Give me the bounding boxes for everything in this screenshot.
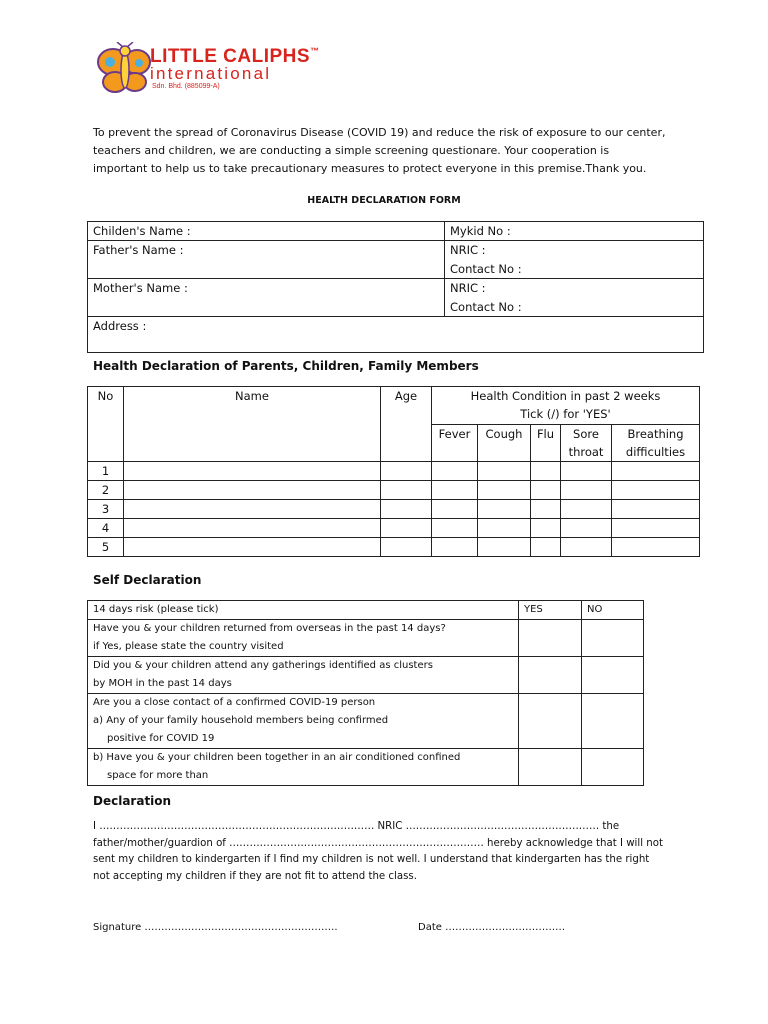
breathing-cell[interactable]	[612, 500, 700, 519]
declaration-text	[93, 819, 673, 885]
address-field[interactable]: Address :	[88, 317, 704, 353]
name-cell[interactable]	[124, 481, 381, 500]
intro-paragraph	[93, 124, 693, 178]
name-cell[interactable]	[124, 538, 381, 557]
no-cell[interactable]	[582, 749, 644, 786]
fever-cell[interactable]	[432, 538, 478, 557]
question-row	[88, 657, 644, 694]
child-name-field[interactable]: Childen's Name :	[88, 222, 445, 241]
sore-throat-cell[interactable]	[561, 519, 612, 538]
flu-cell[interactable]	[531, 481, 561, 500]
personal-details-table	[87, 221, 704, 353]
no-cell[interactable]	[582, 657, 644, 694]
logo-subtitle: international	[150, 64, 272, 83]
fever-cell[interactable]	[432, 519, 478, 538]
declaration-line: sent my children to kindergarten if I find my children is not well. I understand that kindergarten has the right	[93, 854, 650, 865]
declaration-line: I ……………………………………………………………………… NRIC ………………………………………………… the	[93, 821, 620, 832]
father-nric-field[interactable]: NRIC :	[450, 243, 486, 257]
question-text: Have you & your children returned from overseas in the past 14 days? if Yes, please state the country visited	[88, 620, 519, 657]
yes-cell[interactable]	[519, 694, 582, 749]
yes-cell[interactable]	[519, 620, 582, 657]
mother-contact-field[interactable]: Contact No :	[450, 299, 522, 314]
no-cell[interactable]	[582, 694, 644, 749]
table-row	[88, 481, 700, 500]
cough-cell[interactable]	[478, 462, 531, 481]
age-cell[interactable]	[381, 481, 432, 500]
cough-cell[interactable]	[478, 519, 531, 538]
col-name-header: Name	[124, 387, 381, 462]
col-sore-throat-header: Sore throat	[561, 424, 612, 462]
fever-cell[interactable]	[432, 500, 478, 519]
logo-registration: Sdn. Bhd. (885099-A)	[152, 83, 220, 90]
question-row	[88, 694, 644, 749]
sore-throat-cell[interactable]	[561, 462, 612, 481]
col-risk-header: 14 days risk (please tick)	[88, 601, 519, 620]
mykid-field[interactable]: Mykid No :	[445, 222, 704, 241]
name-cell[interactable]	[124, 519, 381, 538]
fever-cell[interactable]	[432, 481, 478, 500]
question-row	[88, 620, 644, 657]
col-yes-header: YES	[519, 601, 582, 620]
question-text: b) Have you & your children been together in an air conditioned confined space for more than	[88, 749, 519, 786]
flu-cell[interactable]	[531, 500, 561, 519]
date-field[interactable]: Date ………………………………	[418, 922, 566, 933]
flu-cell[interactable]	[531, 538, 561, 557]
fever-cell[interactable]	[432, 462, 478, 481]
table-row	[88, 538, 700, 557]
breathing-cell[interactable]	[612, 538, 700, 557]
name-cell[interactable]	[124, 500, 381, 519]
health-condition-header	[432, 387, 700, 425]
logo-trademark: ™	[310, 46, 320, 56]
butterfly-logo-icon	[95, 42, 155, 96]
col-flu-header: Flu	[531, 424, 561, 462]
col-no-header: No	[88, 387, 124, 462]
breathing-cell[interactable]	[612, 462, 700, 481]
breathing-cell[interactable]	[612, 481, 700, 500]
cough-cell[interactable]	[478, 481, 531, 500]
logo-title: LITTLE CALIPHS™	[150, 46, 320, 67]
row-number: 3	[88, 500, 124, 519]
table-row	[88, 462, 700, 481]
condition-line: Tick (/) for 'YES'	[520, 407, 611, 421]
sore-throat-cell[interactable]	[561, 538, 612, 557]
col-breathing-header: Breathing difficulties	[612, 424, 700, 462]
age-cell[interactable]	[381, 538, 432, 557]
health-table	[87, 386, 700, 557]
row-number: 5	[88, 538, 124, 557]
cough-cell[interactable]	[478, 538, 531, 557]
no-cell[interactable]	[582, 620, 644, 657]
form-title: HEALTH DECLARATION FORM	[307, 195, 461, 206]
row-number: 2	[88, 481, 124, 500]
declaration-heading: Declaration	[93, 794, 172, 808]
father-contact-field[interactable]: Contact No :	[450, 261, 522, 276]
self-declaration-heading: Self Declaration	[93, 573, 202, 587]
father-id-cell	[445, 241, 704, 279]
sore-throat-cell[interactable]	[561, 481, 612, 500]
age-cell[interactable]	[381, 462, 432, 481]
flu-cell[interactable]	[531, 462, 561, 481]
yes-cell[interactable]	[519, 749, 582, 786]
col-fever-header: Fever	[432, 424, 478, 462]
table-row	[88, 519, 700, 538]
breathing-cell[interactable]	[612, 519, 700, 538]
question-text: Did you & your children attend any gatherings identified as clusters by MOH in the past 14 days	[88, 657, 519, 694]
question-text: Are you a close contact of a confirmed COVID-19 person a) Any of your family household members being confirmed positive for COVID 19	[88, 694, 519, 749]
declaration-line: not accepting my children if they are not fit to attend the class.	[93, 870, 417, 882]
yes-cell[interactable]	[519, 657, 582, 694]
col-age-header: Age	[381, 387, 432, 462]
self-declaration-table	[87, 600, 644, 786]
col-no-header: NO	[582, 601, 644, 620]
cough-cell[interactable]	[478, 500, 531, 519]
health-declaration-heading: Health Declaration of Parents, Children, Family Members	[93, 359, 479, 373]
signature-field[interactable]: Signature ………………………………………………….	[93, 922, 338, 933]
col-cough-header: Cough	[478, 424, 531, 462]
flu-cell[interactable]	[531, 519, 561, 538]
condition-line: Health Condition in past 2 weeks	[470, 389, 661, 403]
declaration-line: father/mother/guardion of ………………………………………………………………… hereby acknowledge that I will not	[93, 837, 663, 849]
row-number: 1	[88, 462, 124, 481]
question-row	[88, 749, 644, 786]
mother-id-cell	[445, 279, 704, 317]
intro-line: important to help us to take precautionary measures to protect everyone in this premise.Thank you.	[93, 162, 647, 175]
sore-throat-cell[interactable]	[561, 500, 612, 519]
mother-name-field[interactable]: Mother's Name :	[88, 279, 445, 317]
father-name-field[interactable]: Father's Name :	[88, 241, 445, 279]
name-cell[interactable]	[124, 462, 381, 481]
intro-line: teachers and children, we are conducting a simple screening questionare. Your cooperation is	[93, 144, 610, 157]
age-cell[interactable]	[381, 519, 432, 538]
table-row	[88, 500, 700, 519]
row-number: 4	[88, 519, 124, 538]
mother-nric-field[interactable]: NRIC :	[450, 281, 486, 295]
intro-line: To prevent the spread of Coronavirus Disease (COVID 19) and reduce the risk of exposure to our center,	[93, 126, 666, 139]
age-cell[interactable]	[381, 500, 432, 519]
